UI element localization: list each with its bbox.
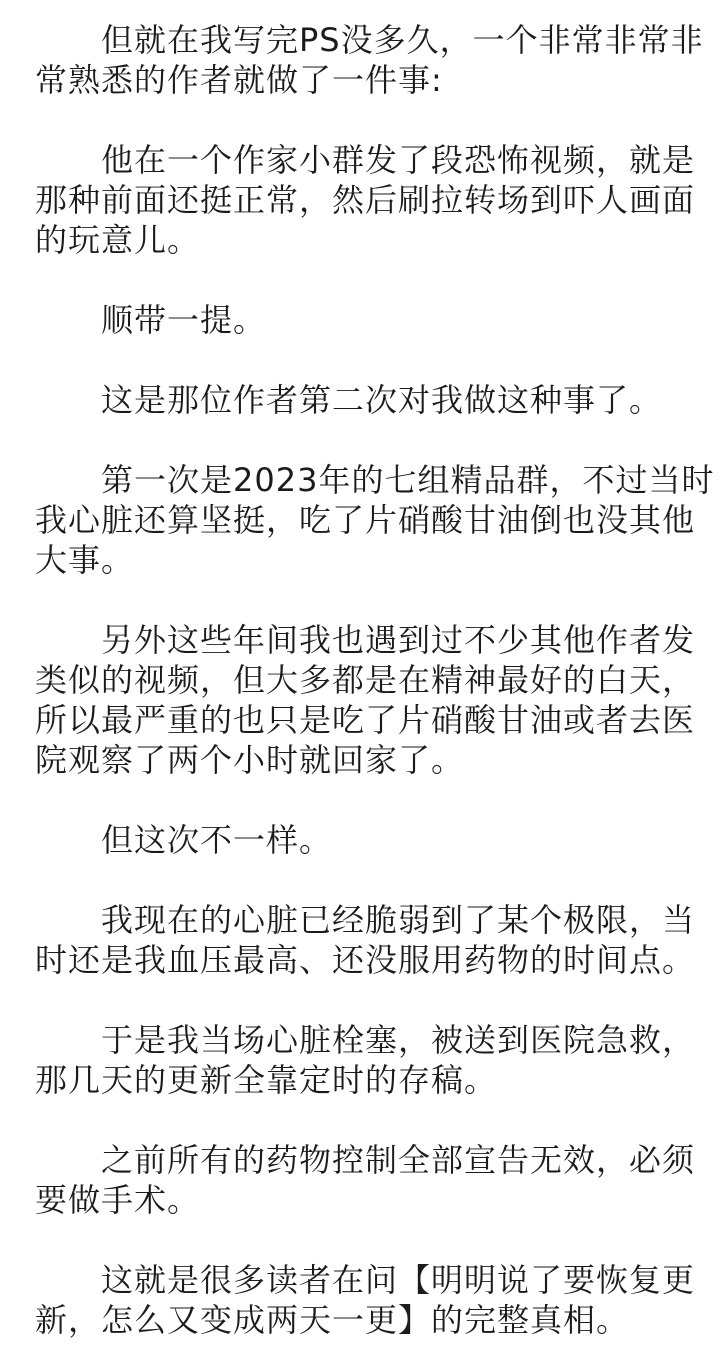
text-line: 所以最严重的也只是吃了片硝酸甘油或者去医 (35, 701, 696, 739)
paragraph (35, 460, 715, 580)
text-line: 那几天的更新全靠定时的存稿。 (35, 1061, 498, 1099)
text-line: 但就在我写完PS没多久，一个非常非常非 (101, 21, 704, 59)
text-line: 的玩意儿。 (35, 221, 201, 259)
paragraph (35, 1020, 706, 1100)
paragraph (35, 380, 706, 420)
paragraph (35, 1260, 706, 1340)
text-line: 类似的视频，但大多都是在精神最好的白天， (35, 661, 696, 699)
text-line: 大事。 (35, 541, 135, 579)
text-line: 时还是我血压最高、还没服用药物的时间点。 (35, 941, 696, 979)
text-line: 之前所有的药物控制全部宣告无效，必须 (101, 1141, 696, 1179)
text-line: 要做手术。 (35, 1181, 201, 1219)
text-line: 常熟悉的作者就做了一件事: (35, 61, 443, 99)
paragraph (35, 20, 706, 100)
text-line: 我心脏还算坚挺，吃了片硝酸甘油倒也没其他 (35, 501, 696, 539)
text-line: 那种前面还挺正常，然后刷拉转场到吓人画面 (35, 181, 696, 219)
text-line: 顺带一提。 (101, 301, 267, 339)
paragraph (35, 140, 706, 260)
paragraph (35, 820, 706, 860)
paragraph (35, 620, 706, 780)
text-line: 新，怎么又变成两天一更】的完整真相。 (35, 1301, 630, 1339)
text-line: 于是我当场心脏栓塞，被送到医院急救， (101, 1021, 696, 1059)
text-line: 他在一个作家小群发了段恐怖视频，就是 (101, 141, 696, 179)
text-line: 这就是很多读者在问【明明说了要恢复更 (101, 1261, 696, 1299)
paragraph (35, 300, 706, 340)
text-line: 我现在的心脏已经脆弱到了某个极限，当 (101, 901, 696, 939)
paragraph (35, 1140, 706, 1220)
paragraph (35, 900, 706, 980)
text-line: 但这次不一样。 (101, 821, 333, 859)
text-line: 第一次是2023年的七组精品群，不过当时 (101, 461, 715, 499)
text-line: 这是那位作者第二次对我做这种事了。 (101, 381, 663, 419)
text-line: 院观察了两个小时就回家了。 (35, 741, 465, 779)
text-line: 另外这些年间我也遇到过不少其他作者发 (101, 621, 696, 659)
